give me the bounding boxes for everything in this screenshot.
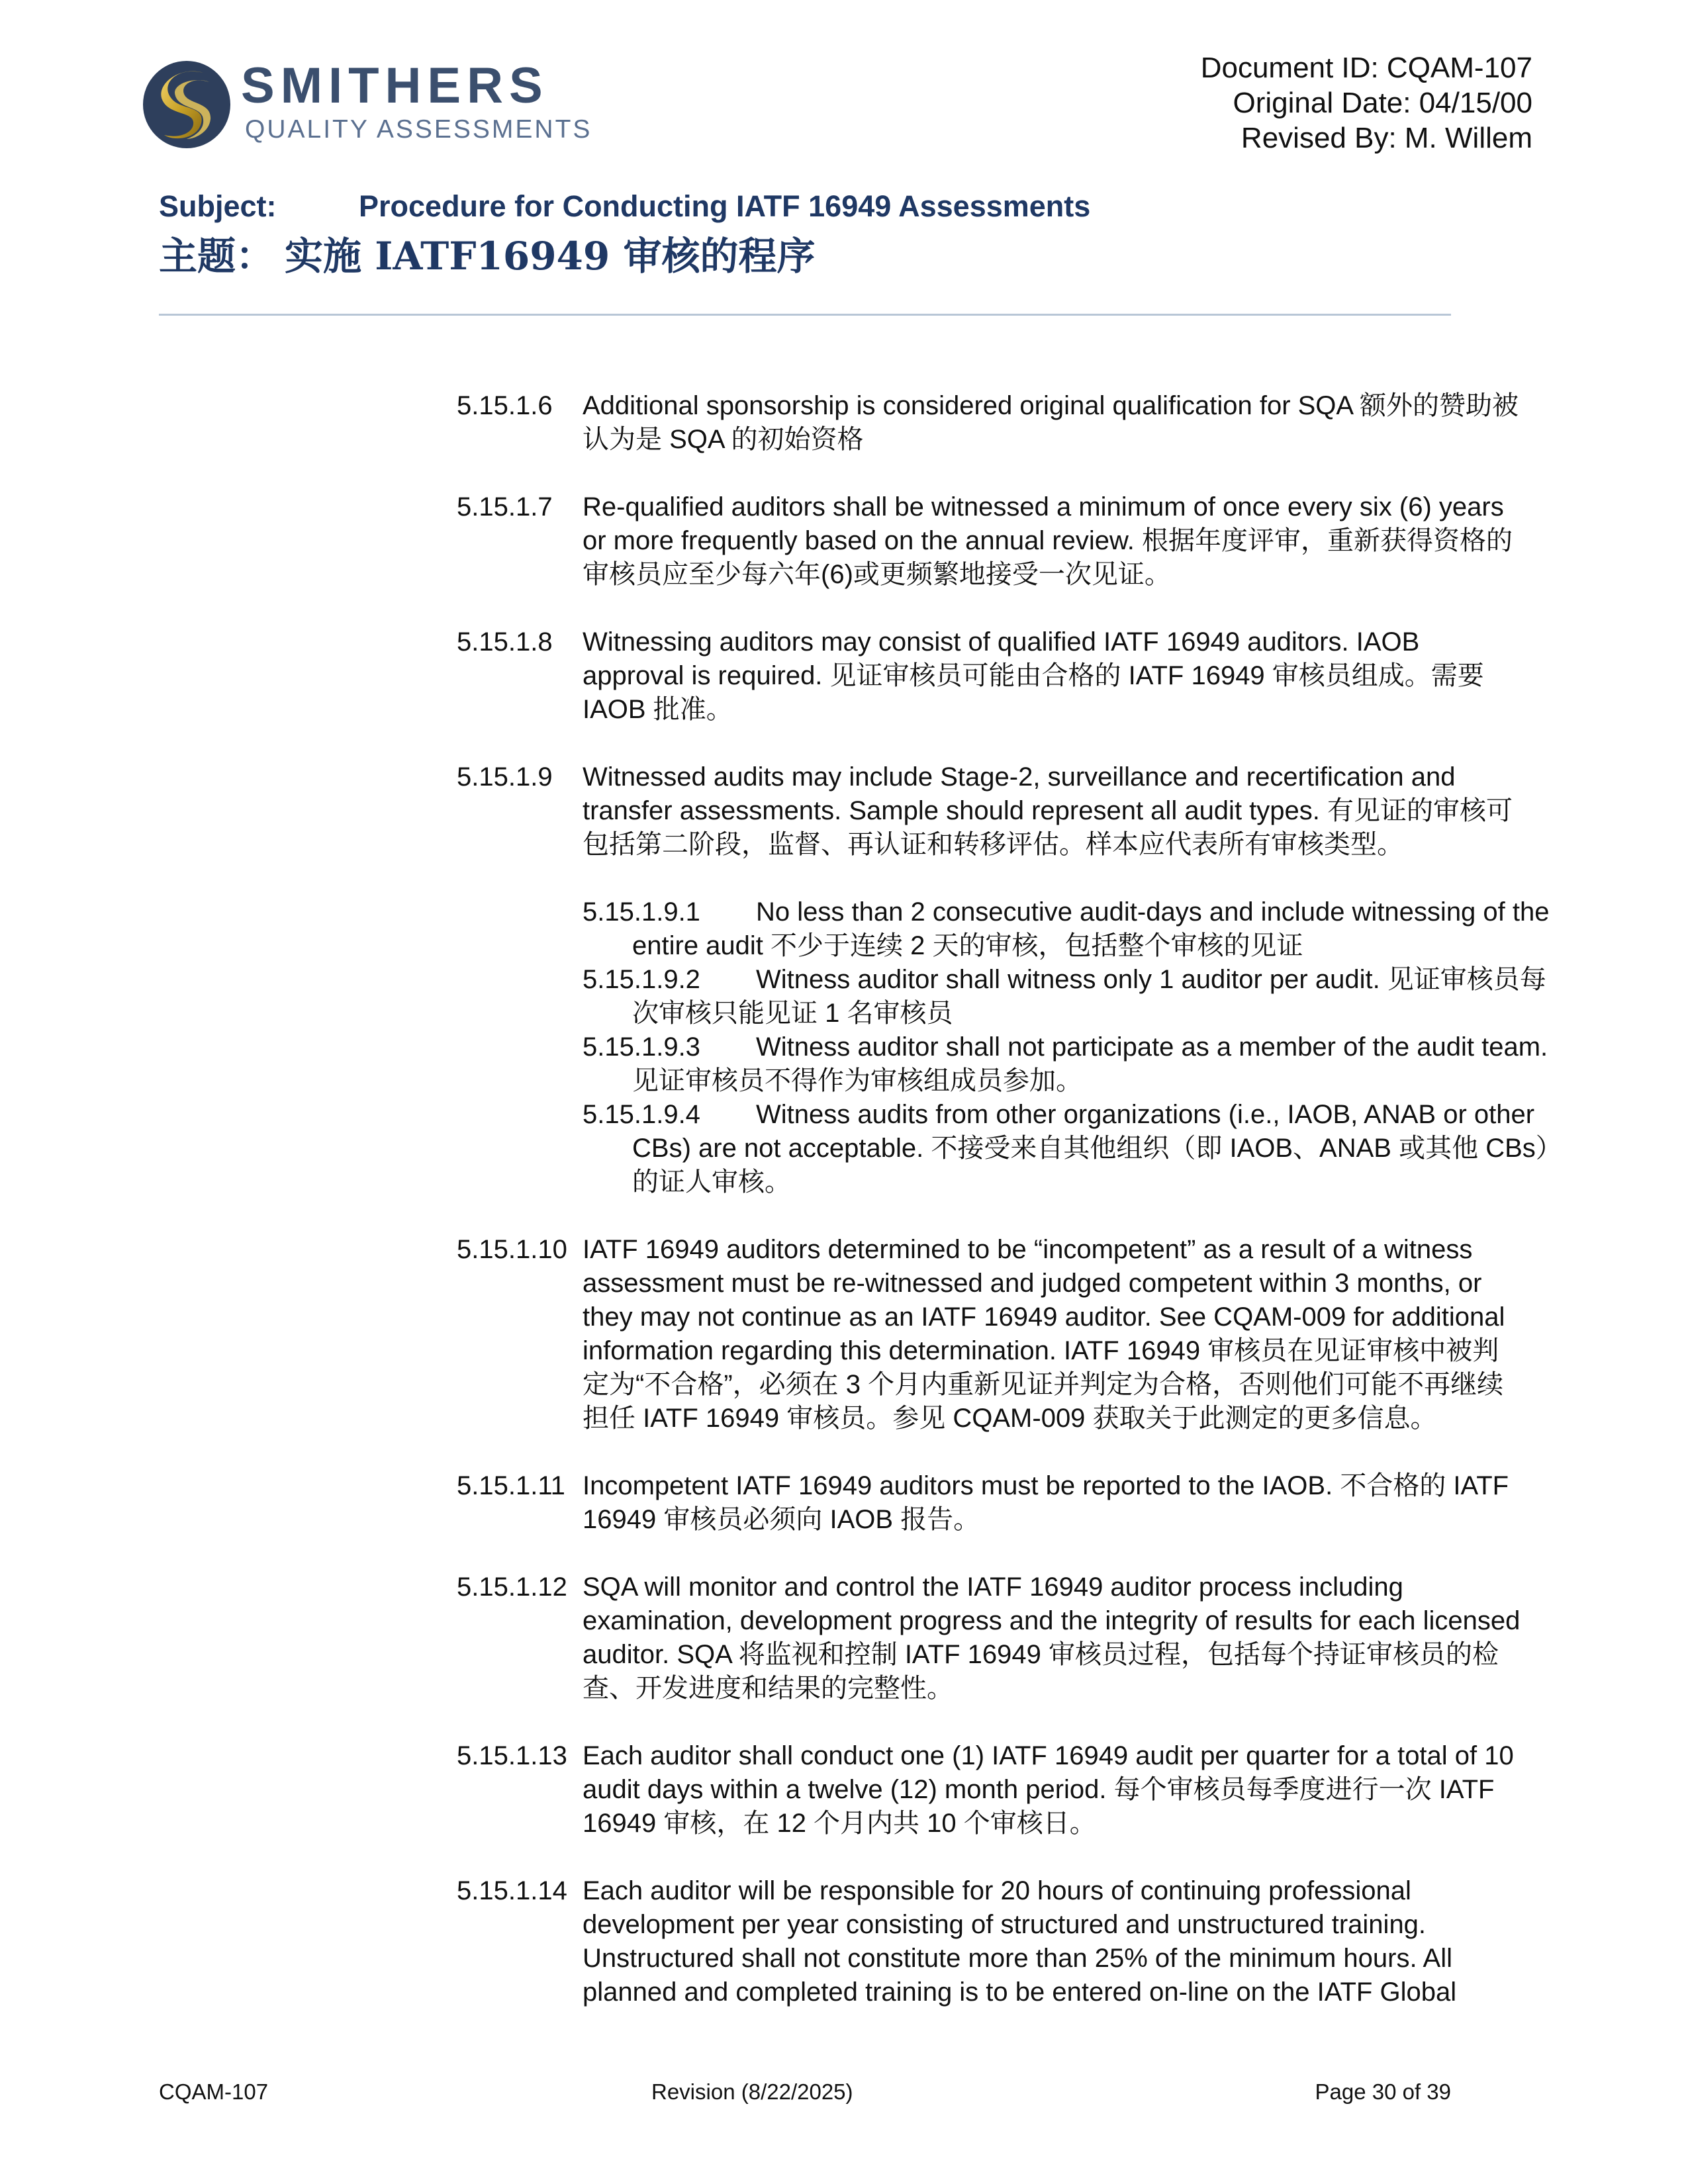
section-number: 5.15.1.10 xyxy=(457,1235,567,1264)
subsection-item xyxy=(583,1098,1572,1199)
section-text: Additional sponsorship is considered original qualification for SQA 额外的赞助被认为是 SQA 的初始资格 xyxy=(583,391,1519,454)
section-number: 5.15.1.12 xyxy=(457,1572,567,1602)
footer-revision: Revision (8/22/2025) xyxy=(651,2079,853,2104)
logo-wordmark: SMITHERS xyxy=(241,58,549,114)
original-date: Original Date: 04/15/00 xyxy=(1233,87,1532,119)
section-text: Witnessing auditors may consist of qualified IATF 16949 auditors. IAOB approval is required. 见证审核员可能由合格的 IATF 16949 审核员组成。需要 IAOB 批准。 xyxy=(583,627,1484,724)
header-divider xyxy=(159,314,1451,316)
subsection-list xyxy=(583,895,1562,1199)
subject-title: Procedure for Conducting IATF 16949 Assessments xyxy=(359,189,1091,223)
section-text: SQA will monitor and control the IATF 16949 auditor process including examination, development progress and the integrity of results for each licensed auditor. SQA 将监视和控制 IATF 16949 审核员过程，包括每个持证审核员的检查、开发进度和结果的完整性。 xyxy=(583,1572,1521,1703)
subsection-text: Witness auditor shall not participate as a member of the audit team. 见证审核员不得作为审核组成员参加。 xyxy=(632,1032,1548,1095)
subject-chinese xyxy=(159,225,815,281)
subject-english xyxy=(159,189,1090,224)
section-item xyxy=(457,1739,1536,1841)
subject-label: Subject: xyxy=(159,189,277,223)
logo-tagline: QUALITY ASSESSMENTS xyxy=(245,115,592,144)
document-id: Document ID: CQAM-107 xyxy=(1200,52,1532,84)
section-text: IATF 16949 auditors determined to be “incompetent” as a result of a witness assessment must be re-witnessed and judged competent within 3 months, or they may not continue as an IATF 16949 auditor. See CQAM-009 for additional information regarding this determination. IATF 16949 审核员在见证审核中被判定为“不合格”，必须在 3 个月内重新见证并判定为合格，否则他们可能不再继续担任 IATF 16949 审核员。参见 CQAM-009 获取关于此测定的更多信息。 xyxy=(583,1235,1505,1433)
section-number: 5.15.1.11 xyxy=(457,1471,565,1500)
document-metadata xyxy=(1201,50,1532,156)
document-body xyxy=(457,389,1562,2043)
subsection-text: Witness auditor shall witness only 1 auditor per audit. 见证审核员每次审核只能见证 1 名审核员 xyxy=(632,965,1546,1028)
section-item xyxy=(457,490,1536,592)
subsection-number: 5.15.1.9.3 xyxy=(583,1032,700,1062)
section-item xyxy=(457,1570,1536,1706)
section-item xyxy=(457,625,1536,727)
section-number: 5.15.1.13 xyxy=(457,1741,567,1770)
section-text: Witnessed audits may include Stage-2, surveillance and recertification and transfer assessments. Sample should represent all audit types. 有见证的审核可包括第二阶段，监督、再认证和转移评估。样本应代表所有审核类型。 xyxy=(583,762,1513,859)
section-text: Re-qualified auditors shall be witnessed a minimum of once every six (6) years or more frequently based on the annual review. 根据年度评审，重新获得资格的审核员应至少每六年(6)或更频繁地接受一次见证。 xyxy=(583,492,1513,589)
footer-doc-id: CQAM-107 xyxy=(159,2079,269,2104)
section-number: 5.15.1.8 xyxy=(457,627,553,657)
section-item xyxy=(457,389,1536,457)
smithers-swirl-icon xyxy=(140,58,233,151)
subject-title-zh: 实施 IATF16949 审核的程序 xyxy=(285,234,816,279)
section-text: Each auditor will be responsible for 20 hours of continuing professional development per year consisting of structured and unstructured training. Unstructured shall not constitute more than 25% of the minimum hours. All planned and completed training is to be entered on-line on the IATF Global xyxy=(583,1876,1457,2007)
smithers-logo xyxy=(140,58,604,158)
section-number: 5.15.1.6 xyxy=(457,391,553,420)
subsection-item xyxy=(583,895,1572,963)
section-text: Incompetent IATF 16949 auditors must be reported to the IAOB. 不合格的 IATF 16949 审核员必须向 IAOB 报告。 xyxy=(583,1471,1509,1534)
section-text: Each auditor shall conduct one (1) IATF 16949 audit per quarter for a total of 10 audit days within a twelve (12) month period. 每个审核员每季度进行一次 IATF 16949 审核，在 12 个月内共 10 个审核日。 xyxy=(583,1741,1514,1838)
section-item xyxy=(457,760,1536,862)
subsection-number: 5.15.1.9.1 xyxy=(583,897,700,927)
section-item xyxy=(457,1233,1536,1435)
subsection-text: No less than 2 consecutive audit-days and include witnessing of the entire audit 不少于连续 2 天的审核，包括整个审核的见证 xyxy=(632,897,1550,960)
section-number: 5.15.1.7 xyxy=(457,492,553,522)
subsection-item xyxy=(583,963,1572,1030)
subsection-text: Witness audits from other organizations (i.e., IAOB, ANAB or other CBs) are not acceptable. 不接受来自其他组织（即 IAOB、ANAB 或其他 CBs）的证人审核。 xyxy=(632,1100,1562,1197)
section-item xyxy=(457,1874,1536,2009)
section-item xyxy=(457,1469,1536,1537)
section-number: 5.15.1.14 xyxy=(457,1876,567,1905)
subsection-number: 5.15.1.9.2 xyxy=(583,965,700,994)
subsection-item xyxy=(583,1030,1572,1098)
revised-by: Revised By: M. Willem xyxy=(1241,122,1532,154)
footer-page-number: Page 30 of 39 xyxy=(1315,2079,1451,2104)
subsection-number: 5.15.1.9.4 xyxy=(583,1100,700,1129)
subject-label-zh: 主题： xyxy=(159,234,275,279)
section-number: 5.15.1.9 xyxy=(457,762,553,792)
